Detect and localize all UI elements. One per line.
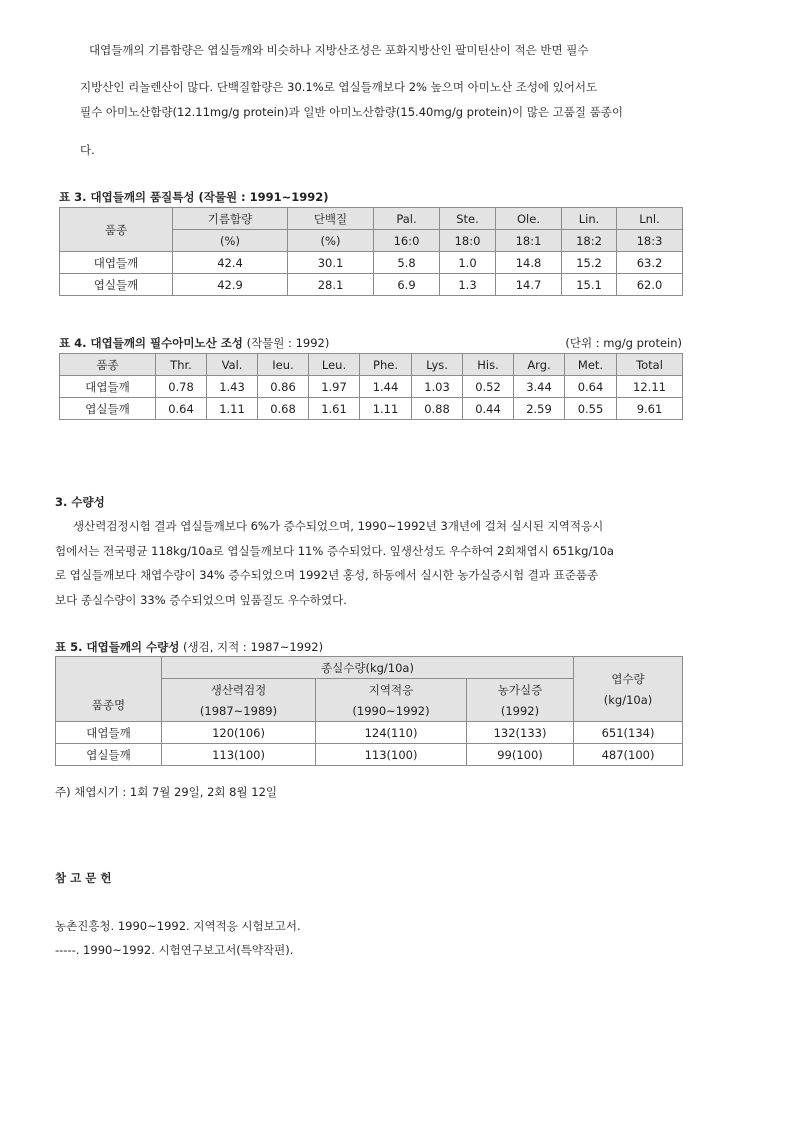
table5-caption-title: 표 5. 대엽들깨의 수량성 — [55, 640, 180, 654]
table3-cell: 5.8 — [374, 252, 440, 274]
table3-cell: 15.2 — [562, 252, 617, 274]
intro-line-1: 대엽들깨의 기름함량은 엽실들깨와 비슷하나 지방산조성은 포화지방산인 팔미틴산이 적은 반면 필수 — [89, 43, 589, 57]
table3-caption: 표 3. 대엽들깨의 품질특성 (작물원 : 1991~1992) — [59, 190, 329, 204]
table4-cell: 1.11 — [207, 398, 258, 420]
table5-header-name: 품종명 — [56, 657, 162, 722]
table5-cell: 113(100) — [162, 744, 316, 766]
intro-line-3: 필수 아미노산함량(12.11mg/g protein)과 일반 아미노산함량(15.40mg/g protein)이 많은 고품질 품종이 — [80, 105, 623, 119]
table3-cell: 1.0 — [440, 252, 496, 274]
table5-header-leaf-unit: (kg/10a) — [603, 693, 653, 707]
table3-header: Ste. — [440, 208, 496, 230]
table-row — [60, 274, 683, 296]
table4-header: Total — [617, 354, 683, 376]
table3-header: Lin. — [562, 208, 617, 230]
table4-header: Met. — [565, 354, 617, 376]
table4-cell: 1.97 — [309, 376, 360, 398]
table5-cell: 132(133) — [467, 722, 574, 744]
table3-cell: 42.9 — [173, 274, 288, 296]
table-row — [56, 744, 683, 766]
table3 — [59, 207, 683, 296]
table4-cell: 0.64 — [565, 376, 617, 398]
table5-subheader-period: (1990~1992) — [316, 700, 467, 722]
table5-header-seed: 종실수량(kg/10a) — [162, 657, 574, 679]
table3-cell: 15.1 — [562, 274, 617, 296]
table3-cell: 14.7 — [496, 274, 562, 296]
table4-cell: 0.52 — [463, 376, 514, 398]
table4-cell: 3.44 — [514, 376, 565, 398]
table3-cell: 42.4 — [173, 252, 288, 274]
table5 — [55, 656, 683, 766]
table3-header: Ole. — [496, 208, 562, 230]
table4 — [59, 353, 683, 420]
table3-cell: 1.3 — [440, 274, 496, 296]
table4-cell: 0.88 — [412, 398, 463, 420]
table4-cell: 대엽들깨 — [60, 376, 156, 398]
section3-line-2: 험에서는 전국평균 118kg/10a로 엽실들깨보다 11% 증수되었다. 잎생산성도 우수하여 2회채엽시 651kg/10a — [55, 544, 614, 558]
table3-row-name: 대엽들깨 — [60, 252, 173, 274]
table3-header: 기름함량 — [173, 208, 288, 230]
section3-heading: 3. 수량성 — [55, 495, 105, 509]
table5-caption-source: (생검, 지적 : 1987~1992) — [179, 640, 324, 654]
table4-cell: 2.59 — [514, 398, 565, 420]
table3-cell: 30.1 — [288, 252, 374, 274]
table3-header: Lnl. — [617, 208, 683, 230]
table5-header-leaf — [574, 657, 683, 722]
section3-line-1: 생산력검정시험 결과 엽실들깨보다 6%가 증수되었으며, 1990~1992년 3개년에 걸쳐 실시된 지역적응시 — [73, 519, 604, 533]
table3-header-variety: 품종 — [60, 208, 173, 252]
table4-caption-title: 표 4. 대엽들깨의 필수아미노산 조성 — [59, 336, 243, 350]
reference-item: -----. 1990~1992. 시험연구보고서(특약작편). — [55, 943, 294, 957]
intro-line-4: 다. — [80, 143, 95, 157]
table5-cell: 651(134) — [574, 722, 683, 744]
table3-subheader: 18:3 — [617, 230, 683, 252]
table3-cell: 62.0 — [617, 274, 683, 296]
references-heading: 참 고 문 헌 — [55, 871, 112, 885]
reference-item: 농촌진흥청. 1990~1992. 지역적응 시험보고서. — [55, 919, 301, 933]
table5-cell: 대엽들깨 — [56, 722, 162, 744]
intro-line-2: 지방산인 리놀렌산이 많다. 단백질함량은 30.1%로 엽실들깨보다 2% 높으며 아미노산 조성에 있어서도 — [80, 80, 598, 94]
table4-caption-source: (작물원 : 1992) — [242, 336, 330, 350]
table3-subheader: 16:0 — [374, 230, 440, 252]
table3-subheader: 18:0 — [440, 230, 496, 252]
table4-header: Ieu. — [258, 354, 309, 376]
table5-note: 주) 채엽시기 : 1회 7월 29일, 2회 8월 12일 — [55, 785, 277, 799]
table5-subheader: 지역적응 — [316, 679, 467, 701]
table4-cell: 9.61 — [617, 398, 683, 420]
table3-subheader: (%) — [288, 230, 374, 252]
table4-cell: 1.03 — [412, 376, 463, 398]
table5-subheader-period: (1987~1989) — [162, 700, 316, 722]
table5-caption — [55, 639, 323, 655]
table5-subheader: 농가실증 — [467, 679, 574, 701]
table4-header: Arg. — [514, 354, 565, 376]
table4-cell: 0.55 — [565, 398, 617, 420]
table3-cell: 6.9 — [374, 274, 440, 296]
table4-cell: 1.43 — [207, 376, 258, 398]
table5-cell: 113(100) — [316, 744, 467, 766]
table3-subheader: (%) — [173, 230, 288, 252]
table4-header: 품종 — [60, 354, 156, 376]
table4-header: Leu. — [309, 354, 360, 376]
table4-cell: 0.78 — [156, 376, 207, 398]
table4-header: Lys. — [412, 354, 463, 376]
table3-subheader: 18:2 — [562, 230, 617, 252]
table3-row-name: 엽실들깨 — [60, 274, 173, 296]
table5-cell: 487(100) — [574, 744, 683, 766]
table5-cell: 엽실들깨 — [56, 744, 162, 766]
table4-cell: 엽실들깨 — [60, 398, 156, 420]
table3-subheader: 18:1 — [496, 230, 562, 252]
table3-cell: 28.1 — [288, 274, 374, 296]
table4-header: Phe. — [360, 354, 412, 376]
table5-cell: 99(100) — [467, 744, 574, 766]
table-row — [56, 722, 683, 744]
table5-subheader: 생산력검정 — [162, 679, 316, 701]
table3-header: Pal. — [374, 208, 440, 230]
table-row — [60, 376, 683, 398]
table4-header: His. — [463, 354, 514, 376]
table4-cell: 1.44 — [360, 376, 412, 398]
section3-line-3: 로 엽실들깨보다 채엽수량이 34% 증수되었으며 1992년 홍성, 하동에서 실시한 농가실증시험 결과 표준품종 — [55, 568, 599, 582]
table4-cell: 12.11 — [617, 376, 683, 398]
table4-cell: 0.44 — [463, 398, 514, 420]
table-row — [60, 252, 683, 274]
table4-cell: 1.11 — [360, 398, 412, 420]
table4-caption — [59, 335, 329, 351]
table5-subheader-period: (1992) — [467, 700, 574, 722]
table5-header-leaf-title: 엽수량 — [611, 672, 645, 686]
table3-cell: 63.2 — [617, 252, 683, 274]
table3-header: 단백질 — [288, 208, 374, 230]
table4-cell: 0.64 — [156, 398, 207, 420]
table4-cell: 1.61 — [309, 398, 360, 420]
table4-header: Thr. — [156, 354, 207, 376]
section3-line-4: 보다 종실수량이 33% 증수되었으며 잎품질도 우수하였다. — [55, 593, 347, 607]
table5-cell: 124(110) — [316, 722, 467, 744]
table4-cell: 0.68 — [258, 398, 309, 420]
table4-unit: (단위 : mg/g protein) — [565, 336, 682, 350]
table-row — [60, 398, 683, 420]
table3-cell: 14.8 — [496, 252, 562, 274]
table4-header: Val. — [207, 354, 258, 376]
table4-cell: 0.86 — [258, 376, 309, 398]
table5-cell: 120(106) — [162, 722, 316, 744]
